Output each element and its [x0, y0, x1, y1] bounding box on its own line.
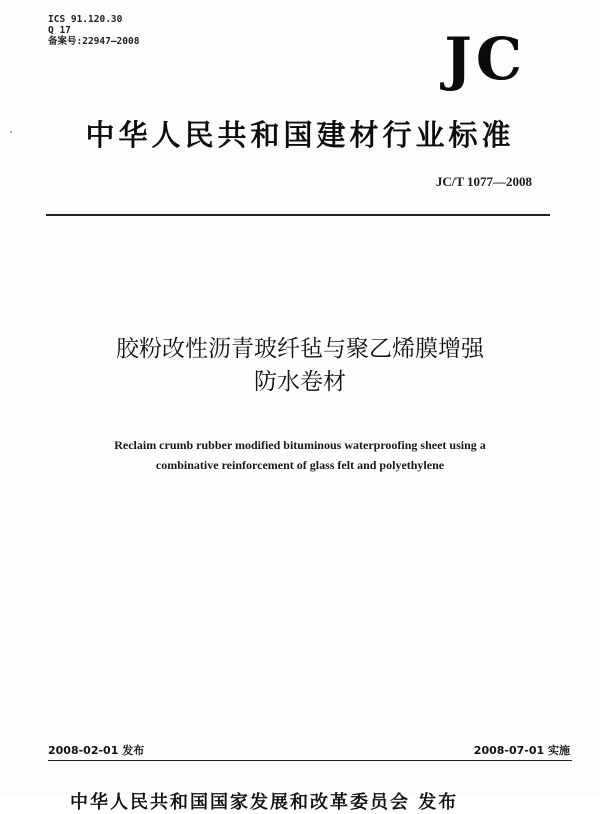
english-title-line-2: combinative reinforcement of glass felt and polyethylene: [155, 458, 445, 472]
english-title: [40, 435, 560, 475]
classification-block: [48, 14, 139, 47]
issue-date: 2008-02-01 发布: [48, 744, 145, 757]
scan-speck: [10, 131, 12, 133]
chinese-title-line-1: 胶粉改性沥青玻纤毡与聚乙烯膜增强: [116, 336, 484, 362]
issuer-clip: [70, 784, 540, 813]
filing-number: 备案号:22947—2008: [48, 36, 140, 47]
ics-code: ICS 91.120.30: [48, 14, 123, 25]
implementation-date: 2008-07-01 实施: [473, 744, 570, 757]
footer-divider: [48, 760, 572, 761]
chinese-title: [40, 333, 560, 399]
standard-code: JC/T 1077—2008: [435, 174, 532, 189]
standard-organization-title: 中华人民共和国建材行业标准: [85, 118, 515, 152]
header-divider: [46, 214, 550, 216]
issuing-authority: 中华人民共和国国家发展和改革委员会 发布: [70, 792, 459, 813]
english-title-line-1: Reclaim crumb rubber modified bituminous waterproofing sheet using a: [114, 438, 486, 452]
jc-logo: JC: [444, 25, 526, 93]
ccs-code: Q 17: [48, 25, 71, 36]
chinese-title-line-2: 防水卷材: [254, 369, 346, 395]
